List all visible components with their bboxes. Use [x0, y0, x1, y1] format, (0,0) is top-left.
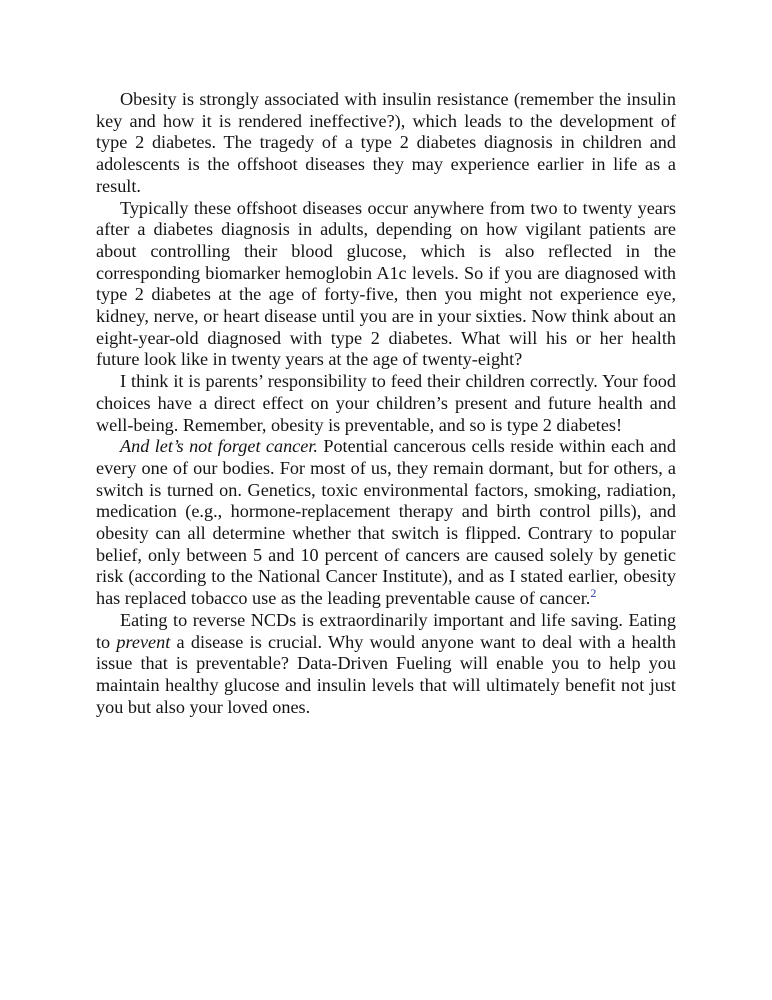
paragraph-5-text-after: a disease is crucial. Why would anyone want to deal with a health issue that is preventable? Data-Driven Fueling will enable you to help you maintain healthy glucose and insulin levels that will ultimately benefit not just you but also your loved ones. [96, 631, 676, 717]
paragraph-5-italic-word: prevent [116, 631, 171, 652]
paragraph-1-text: Obesity is strongly associated with insulin resistance (remember the insulin key and how it is rendered ineffective?), which leads to the development of type 2 diabetes. The tragedy of a type 2 diabetes diagnosis in children and adolescents is the offshoot diseases they may experience earlier in life as a result. [96, 89, 676, 196]
paragraph-4 [96, 436, 676, 610]
paragraph-1 [96, 89, 676, 198]
body-text [96, 89, 676, 718]
paragraph-2 [96, 198, 676, 372]
paragraph-5 [96, 610, 676, 719]
paragraph-4-italic-lead: And let’s not forget cancer. [120, 436, 318, 457]
paragraph-3-text: I think it is parents’ responsibility to feed their children correctly. Your food choices have a direct effect on your children’s present and future health and well-being. Remember, obesity is preventable, and so is type 2 diabetes! [96, 371, 676, 435]
paragraph-3 [96, 371, 676, 436]
paragraph-5-text-before: Eating to reverse NCDs is extraordinarily important and life saving. Eating to [96, 609, 676, 652]
footnote-reference-link[interactable]: 2 [590, 586, 597, 601]
paragraph-2-text: Typically these offshoot diseases occur anywhere from two to twenty years after a diabetes diagnosis in adults, depending on how vigilant patients are about controlling their blood glucose, which is also reflected in the corresponding biomarker hemoglobin A1c levels. So if you are diagnosed with type 2 diabetes at the age of forty-five, then you might not experience eye, kidney, nerve, or heart disease until you are in your sixties. Now think about an eight-year-old diagnosed with type 2 diabetes. What will his or her health future look like in twenty years at the age of twenty-eight? [96, 197, 676, 370]
paragraph-4-text: Potential cancerous cells reside within each and every one of our bodies. For most of us, they remain dormant, but for others, a switch is turned on. Genetics, toxic environmental factors, smoking, radiation, medication (e.g., hormone-replacement therapy and birth control pills), and obesity can all determine whether that switch is flipped. Contrary to popular belief, only between 5 and 10 percent of cancers are caused solely by genetic risk (according to the National Cancer Institute), and as I stated earlier, obesity has replaced tobacco use as the leading preventable cause of cancer. [96, 436, 676, 609]
